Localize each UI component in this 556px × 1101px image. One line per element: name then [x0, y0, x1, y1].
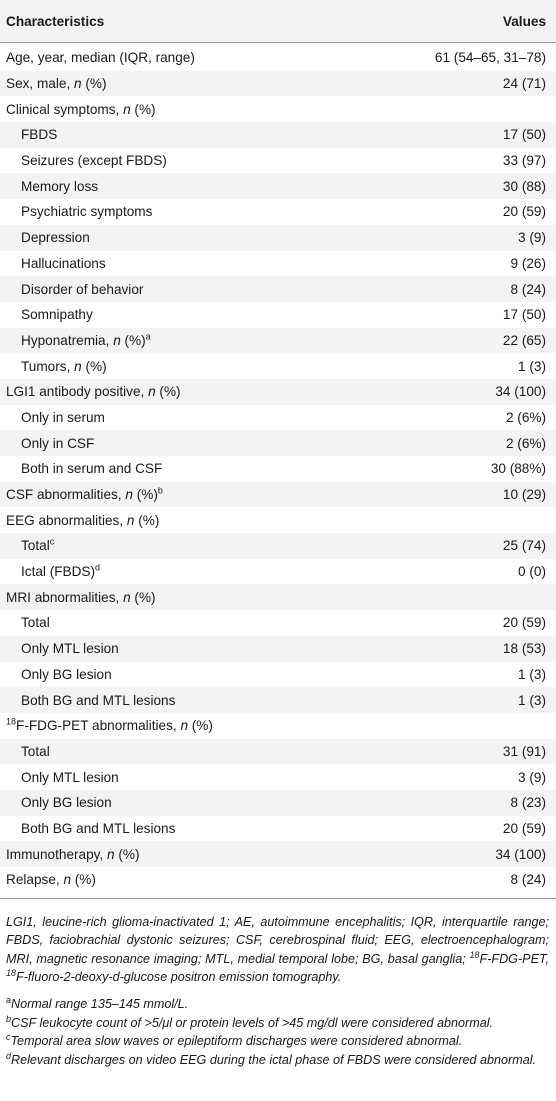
row-label: Clinical symptoms, n (%): [6, 101, 156, 117]
row-label: Only MTL lesion: [21, 641, 119, 657]
row-label: Only in serum: [21, 409, 105, 425]
footnotes: [6, 995, 549, 1069]
table-header: [0, 0, 556, 43]
row-label: CSF abnormalities, n (%)$^b$: [6, 485, 163, 503]
row-value: 9 (26): [510, 255, 546, 271]
row-value: 25 (74): [502, 538, 546, 554]
table-row: [0, 507, 556, 533]
row-label: Sex, male, n (%): [6, 76, 107, 92]
row-label: Depression: [21, 230, 90, 246]
table-row: [0, 610, 556, 636]
row-label: Seizures (except FBDS): [21, 153, 167, 169]
row-value: 8 (24): [510, 872, 546, 888]
header-values: Values: [502, 13, 546, 29]
row-value: 1 (3): [518, 358, 546, 374]
table-row: [0, 636, 556, 662]
table-notes: [0, 899, 556, 1070]
table-bottom-rule: [0, 898, 556, 899]
table-row: [0, 713, 556, 739]
footnote: $^b$CSF leukocyte count of >5/μl or protein levels of >45 mg/dl were considered abnormal.: [6, 1013, 494, 1030]
row-value: 61 (54–65, 31–78): [434, 50, 546, 66]
table-row: [0, 225, 556, 251]
row-value: 20 (59): [502, 820, 546, 836]
table-row: [0, 559, 556, 585]
row-label: Only BG lesion: [21, 795, 112, 811]
row-label: $^{18}$F-FDG-PET abnormalities, n (%): [6, 716, 213, 734]
table-row: [0, 841, 556, 867]
table-row: [0, 816, 556, 842]
table-row: [0, 790, 556, 816]
row-value: 8 (23): [510, 795, 546, 811]
table-row: [0, 276, 556, 302]
table-row: [0, 302, 556, 328]
row-label: Total: [21, 743, 50, 759]
footnote: $^c$Temporal area slow waves or epileptiform discharges were considered abnormal.: [6, 1032, 463, 1049]
row-value: 10 (29): [502, 487, 546, 503]
row-label: Hyponatremia, n (%)$^a$: [21, 331, 151, 348]
row-value: 30 (88): [502, 178, 546, 194]
table-row: [0, 148, 556, 174]
row-label: Tumors, n (%): [21, 358, 107, 374]
row-value: 20 (59): [502, 615, 546, 631]
table-row: [0, 328, 556, 354]
row-label: Both in serum and CSF: [21, 461, 163, 477]
row-value: 3 (9): [518, 769, 546, 785]
abbreviations-note: LGI1, leucine-rich glioma-inactivated 1; AE, autoimmune encephalitis; IQR, interquartile range; FBDS, faciobrachial dystonic seizures; CSF, cerebrospinal fluid; EEG, electroencephalogram; MRI, magnetic resonance imaging; MTL, medial temporal lobe; BG, basal ganglia; $^{18}$F-FDG-PET, $^{18}$F-fluoro-2-deoxy-d-glucose positron emission tomography.: [6, 914, 549, 985]
table-row: [0, 71, 556, 97]
table-body: [0, 43, 556, 893]
row-label: Only MTL lesion: [21, 769, 119, 785]
table-row: [0, 96, 556, 122]
row-value: 30 (88%): [490, 461, 546, 477]
row-label: Only in CSF: [21, 435, 95, 451]
table-row: [0, 456, 556, 482]
table-row: [0, 584, 556, 610]
row-value: 34 (100): [495, 384, 546, 400]
row-value: 18 (53): [502, 641, 546, 657]
row-value: 17 (50): [502, 127, 546, 143]
row-value: 2 (6%): [505, 409, 546, 425]
row-label: Total$^c$: [21, 536, 55, 554]
table-row: [0, 379, 556, 405]
row-label: Immunotherapy, n (%): [6, 846, 140, 862]
row-label: Ictal (FBDS)$^d$: [21, 562, 101, 580]
table-row: [0, 662, 556, 688]
table-row: [0, 533, 556, 559]
row-label: Both BG and MTL lesions: [21, 820, 176, 836]
row-label: Relapse, n (%): [6, 872, 96, 888]
row-label: Both BG and MTL lesions: [21, 692, 176, 708]
row-label: FBDS: [21, 127, 58, 143]
row-value: 20 (59): [502, 204, 546, 220]
table-row: [0, 199, 556, 225]
table-row: [0, 739, 556, 765]
row-value: 22 (65): [502, 332, 546, 348]
row-label: Memory loss: [21, 178, 99, 194]
table-row: [0, 867, 556, 893]
row-label: Disorder of behavior: [21, 281, 144, 297]
row-label: Only BG lesion: [21, 666, 112, 682]
row-label: Somnipathy: [21, 307, 93, 323]
table-row: [0, 405, 556, 431]
row-value: 1 (3): [518, 692, 546, 708]
table-row: [0, 764, 556, 790]
row-value: 34 (100): [495, 846, 546, 862]
row-label: Total: [21, 615, 50, 631]
row-label: MRI abnormalities, n (%): [6, 589, 156, 605]
row-value: 0 (0): [518, 564, 546, 580]
row-value: 1 (3): [518, 666, 546, 682]
row-label: EEG abnormalities, n (%): [6, 512, 160, 528]
row-value: 31 (91): [502, 743, 546, 759]
row-value: 3 (9): [518, 230, 546, 246]
row-label: Hallucinations: [21, 255, 106, 271]
footnote: $^a$Normal range 135–145 mmol/L.: [6, 994, 189, 1012]
table-row: [0, 353, 556, 379]
table-row: [0, 482, 556, 508]
table-row: [0, 45, 556, 71]
row-value: 33 (97): [502, 153, 546, 169]
table-row: [0, 430, 556, 456]
row-label: Age, year, median (IQR, range): [6, 50, 195, 66]
table-row: [0, 687, 556, 713]
row-value: 8 (24): [510, 281, 546, 297]
row-value: 24 (71): [502, 76, 546, 92]
row-value: 17 (50): [502, 307, 546, 323]
header-characteristics: Characteristics: [6, 13, 105, 29]
row-value: 2 (6%): [505, 435, 546, 451]
footnote: $^d$Relevant discharges on video EEG during the ictal phase of FBDS were considered abnormal.: [6, 1050, 537, 1067]
table-row: [0, 122, 556, 148]
row-label: Psychiatric symptoms: [21, 204, 153, 220]
row-label: LGI1 antibody positive, n (%): [6, 384, 181, 400]
table-row: [0, 251, 556, 277]
table-row: [0, 173, 556, 199]
